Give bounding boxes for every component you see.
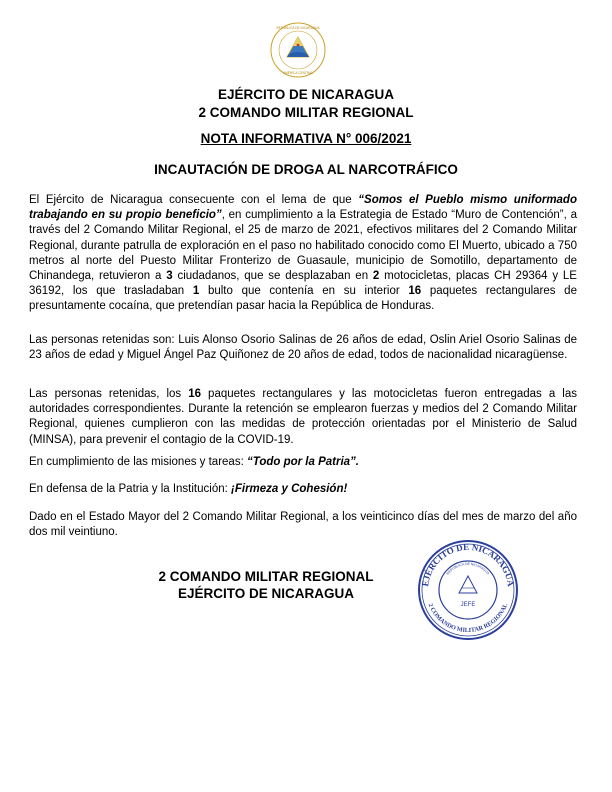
paragraph-6 [29, 510, 577, 540]
seal-ring-text-top: REPÚBLICA DE NICARAGUA [276, 26, 320, 30]
p4-text: En cumplimiento de las misiones y tareas: [29, 456, 247, 468]
nicaragua-coat-of-arms-seal [269, 21, 327, 79]
header-institution: EJÉRCITO DE NICARAGUA [217, 87, 395, 102]
p3-count-packages: 16 [188, 388, 202, 400]
stamp-ring-top: EJÉRCITO DE NICARAGUA [420, 541, 516, 588]
p6-text: Dado en el Estado Mayor del 2 Comando Militar Regional, a los veinticinco días del mes de marzo del año dos mil veintiuno. [29, 511, 577, 539]
p1-text-5: bulto que contenía en su interior [199, 285, 409, 298]
paragraph-5 [29, 482, 577, 497]
p1-text-4: motocicletas, placas CH 29364 y LE 36192, los que trasladaban [29, 270, 577, 298]
stamp-inner-ring: REPÚBLICA DE NICARAGUA [445, 561, 491, 576]
paragraph-3 [29, 387, 577, 448]
p1-text-1: El Ejército de Nicaragua consecuente con el lema de que [29, 194, 359, 206]
paragraph-4 [29, 455, 577, 470]
signature-institution: EJÉRCITO DE NICARAGUA [177, 586, 355, 601]
p1-count-motorcycles: 2 [372, 270, 380, 283]
p1-count-packages: 16 [408, 285, 422, 298]
p3-text-1: Las personas retenidas, los [29, 388, 189, 400]
p1-text-3: ciudadanos, que se desplazaban en [172, 270, 373, 283]
p5-text: En defensa de la Patria y la Institución: [29, 483, 232, 495]
header-command: 2 COMANDO MILITAR REGIONAL [198, 105, 414, 120]
note-title: NOTA INFORMATIVA N° 006/2021 [200, 131, 412, 146]
headline: INCAUTACIÓN DE DROGA AL NARCOTRÁFICO [154, 162, 458, 177]
paragraph-2 [29, 333, 577, 363]
official-stamp [416, 538, 520, 642]
p3-text-2: paquetes rectangulares y las motocicletas fueron entregadas a las autoridades correspondientes. Durante la retención se emplearon fuerzas y medios del 2 Comando Militar Regional, quienes cumplieron con las medidas de protección orientadas por el Ministerio de Salud (MINSA), para prevenir el contagio de la COVID-19. [29, 388, 577, 446]
p1-count-citizens: 3 [166, 270, 173, 283]
stamp-center-text: JEFE [460, 602, 476, 608]
p5-motto: ¡Firmeza y Cohesión! [231, 483, 348, 495]
signature-command: 2 COMANDO MILITAR REGIONAL [158, 569, 374, 584]
p1-count-bundle: 1 [192, 285, 200, 298]
stamp-ring-bottom: 2 COMANDO MILITAR REGIONAL [426, 602, 510, 635]
p2-text: Las personas retenidas son: Luis Alonso Osorio Salinas de 26 años de edad, Oslin Ariel Osorio Salinas de 23 años de edad y Miguel Ángel Paz Quiñonez de 20 años de edad, todos de nacionalidad nicaragüense. [29, 334, 577, 362]
paragraph-1 [29, 193, 577, 315]
p1-motto: “Somos el Pueblo mismo uniformado trabajando en su propio beneficio” [29, 194, 577, 222]
p1-text-6: paquetes rectangulares de presuntamente cocaína, que pretendían pasar hacia la República de Honduras. [29, 285, 577, 313]
seal-ring-text-bottom: AMÉRICA CENTRAL [282, 71, 314, 75]
p1-text-2: , en cumplimiento a la Estrategia de Estado “Muro de Contención”, a través del 2 Comando Militar Regional, el 25 de marzo de 2021, efectivos militares del 2 Comando Militar Regional, durante patrulla de exploración en el paso no habilitado conocido como El Muerto, ubicado a 750 metros al norte del Puesto Militar Fronterizo de Guasaule, municipio de Somotillo, departamento de Chinandega, retuvieron a [29, 209, 577, 283]
p4-motto: “Todo por la Patria”. [246, 456, 359, 468]
